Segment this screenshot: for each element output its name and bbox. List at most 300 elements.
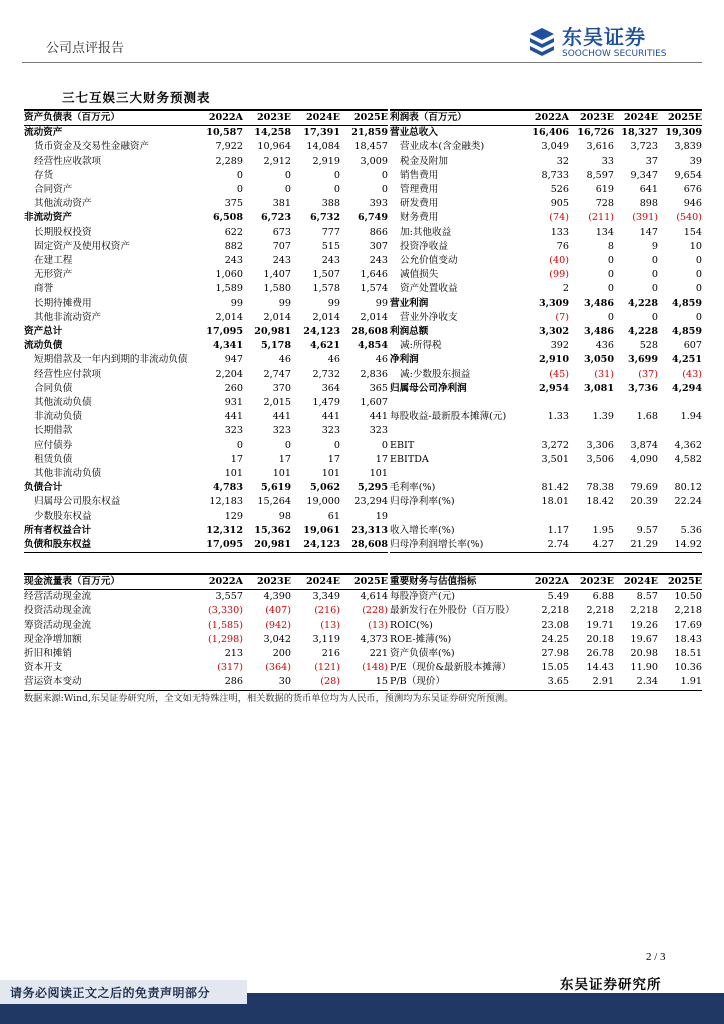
row-value: 23,294 [354, 496, 388, 508]
cash-flow-table [24, 573, 388, 691]
row-value: 323 [272, 425, 291, 437]
row-value: 364 [321, 382, 340, 394]
table-row [24, 254, 388, 268]
table-row [24, 282, 388, 296]
table-row [390, 325, 702, 339]
row-value: 21,859 [351, 127, 388, 139]
row-label [390, 510, 524, 524]
row-value: 1,607 [360, 397, 388, 409]
row-value: 528 [639, 340, 658, 352]
row-value: 2,015 [263, 397, 291, 409]
row-value: 441 [369, 411, 388, 423]
row-value: 641 [639, 184, 658, 196]
row-value: 78.38 [586, 482, 614, 494]
row-value: 0 [284, 439, 291, 451]
row-value: 3,486 [583, 326, 614, 338]
table-row [24, 538, 388, 553]
row-value: 243 [224, 255, 243, 267]
row-label: 在建工程 [34, 255, 73, 267]
row-label: 研发费用 [400, 198, 439, 210]
row-value: 19,061 [303, 524, 340, 536]
row-value: 1.94 [680, 411, 702, 423]
row-value: 18.43 [674, 633, 702, 645]
table-row [390, 524, 702, 538]
table-row [390, 226, 702, 240]
row-label: 资产处置收益 [400, 283, 458, 295]
row-label: ROIC(%) [390, 619, 433, 631]
row-value: (13) [368, 619, 388, 631]
row-value: (942) [265, 619, 291, 631]
table-row [390, 183, 702, 197]
row-value: 0 [695, 283, 702, 295]
row-value: 10,964 [257, 141, 291, 153]
row-value: 0 [381, 439, 388, 451]
row-label: 经营性应收款项 [34, 155, 102, 167]
row-value: 76 [556, 240, 569, 252]
row-value [524, 510, 569, 524]
row-value: 323 [321, 425, 340, 437]
row-label: 最新发行在外股份（百万股） [390, 605, 515, 617]
income-statement-table [390, 109, 702, 553]
row-value: 243 [321, 255, 340, 267]
row-label: 短期借款及一年内到期的非流动负债 [34, 354, 188, 366]
row-value: 0 [695, 255, 702, 267]
row-value: 6,732 [309, 212, 340, 224]
disclaimer-box [0, 980, 247, 1004]
row-label: 每股收益-最新股本摊薄(元) [390, 411, 507, 423]
row-value: (13) [320, 619, 340, 631]
row-value: 15,264 [257, 496, 291, 508]
row-value: 2,747 [263, 368, 291, 380]
row-value: 5,619 [260, 482, 291, 494]
row-value: 6.88 [592, 591, 614, 603]
row-value: 1.33 [547, 411, 569, 423]
row-label: 流动负债 [24, 340, 63, 352]
row-value: 37 [645, 155, 658, 167]
row-value: 5,295 [357, 482, 388, 494]
row-value: 24.25 [541, 633, 569, 645]
row-value: 23.08 [541, 619, 569, 631]
row-label [390, 396, 524, 410]
row-value: (121) [314, 662, 340, 674]
row-value: 3,302 [538, 326, 569, 338]
row-value: 0 [284, 169, 291, 181]
row-value: 0 [607, 283, 614, 295]
row-value: 370 [272, 382, 291, 394]
row-value: (74) [549, 212, 569, 224]
row-value: 5.36 [680, 524, 702, 536]
row-value: 10,587 [206, 127, 243, 139]
row-value: 14,258 [254, 127, 291, 139]
row-value: 23,313 [351, 524, 388, 536]
row-value: (43) [682, 368, 702, 380]
table-row [24, 424, 388, 438]
table-row [24, 524, 388, 538]
row-value: 19,309 [665, 127, 702, 139]
row-label: 税金及附加 [400, 155, 448, 167]
table-row [390, 410, 702, 424]
balance-sheet-table [24, 109, 388, 553]
row-value: 0 [381, 169, 388, 181]
row-value: 4,582 [674, 453, 702, 465]
row-label: 每股净资产(元) [390, 591, 456, 603]
table-row [390, 211, 702, 225]
row-label: 公允价值变动 [400, 255, 458, 267]
table-row [24, 396, 388, 410]
row-value: 2,014 [360, 311, 388, 323]
row-value: 17 [278, 453, 291, 465]
row-value: 3,874 [630, 439, 658, 451]
row-value: 2,919 [312, 155, 340, 167]
row-value: 20,981 [243, 538, 291, 553]
row-value: 1,479 [312, 397, 340, 409]
row-value: 2.74 [524, 538, 569, 553]
table-row [24, 633, 388, 647]
table-row [390, 353, 702, 367]
row-label: 收入增长率(%) [390, 524, 455, 536]
table-row [24, 339, 388, 353]
table-row [390, 396, 702, 410]
row-label: 长期借款 [34, 425, 73, 437]
table-header-row [390, 574, 702, 590]
row-value: 46 [278, 354, 291, 366]
table-header-label: 重要财务与估值指标 [390, 574, 524, 590]
row-value [658, 510, 702, 524]
row-label: 归母净利润增长率(%) [390, 538, 524, 553]
table-row [390, 604, 702, 618]
row-value: 728 [595, 198, 614, 210]
row-value: 21.29 [614, 538, 658, 553]
row-value: 0 [284, 184, 291, 196]
row-value: 8 [607, 240, 614, 252]
row-value: (148) [362, 662, 388, 674]
table-row [390, 140, 702, 154]
row-value [524, 467, 569, 481]
row-label: 负债和股东权益 [24, 538, 198, 553]
row-value: 1.17 [547, 524, 569, 536]
row-value: 9 [651, 240, 658, 252]
row-value: 6,723 [260, 212, 291, 224]
row-value: 101 [321, 468, 340, 480]
source-note: 数据来源:Wind,东吴证券研究所，全文如无特殊注明，相关数据的货币单位均为人民币，预测均为东吴证券研究所预测。 [24, 693, 514, 704]
table-row [390, 538, 702, 553]
row-value: 1,578 [312, 283, 340, 295]
row-label: 其他非流动资产 [34, 311, 102, 323]
row-value: 1.39 [592, 411, 614, 423]
year-header: 2024E [614, 574, 658, 590]
row-value: 221 [369, 648, 388, 660]
row-value: 0 [333, 439, 340, 451]
row-label: P/B（现价） [390, 675, 524, 690]
row-value: 28,608 [340, 538, 388, 553]
table-row [390, 424, 702, 438]
table-row [24, 140, 388, 154]
row-label: 租赁负债 [34, 453, 73, 465]
row-label: ROE-摊薄(%) [390, 633, 452, 645]
table-row [390, 282, 702, 296]
row-label: 长期待摊费用 [34, 297, 92, 309]
logo-english-name: SOOCHOW SECURITIES [562, 49, 667, 59]
row-label: 投资净收益 [400, 240, 448, 252]
row-value: 2,836 [360, 368, 388, 380]
table-row [390, 619, 702, 633]
row-value: 18,327 [621, 127, 658, 139]
row-value: 0 [236, 439, 243, 451]
soochow-logo-icon [528, 26, 556, 56]
row-value: 3,119 [312, 633, 340, 645]
row-value: 16,726 [577, 127, 614, 139]
row-value: 81.42 [541, 482, 569, 494]
row-value: 26.78 [586, 648, 614, 660]
row-label: 归母净利率(%) [390, 496, 455, 508]
row-value: 866 [369, 226, 388, 238]
row-value: 0 [607, 311, 614, 323]
row-value: 2.34 [614, 675, 658, 690]
logo-chinese-name: 东吴证券 [562, 25, 646, 49]
table-row [24, 240, 388, 254]
row-value: 1,407 [263, 269, 291, 281]
row-value: 19.67 [630, 633, 658, 645]
row-value: 673 [272, 226, 291, 238]
row-value: 19.71 [586, 619, 614, 631]
row-value: 0 [333, 169, 340, 181]
row-value: 20,981 [254, 326, 291, 338]
row-value: 18.01 [541, 496, 569, 508]
table-row [390, 675, 702, 690]
row-value: 4,228 [627, 297, 658, 309]
row-value: 2,218 [674, 605, 702, 617]
row-value: (216) [314, 605, 340, 617]
row-value [614, 424, 658, 438]
row-value: 3,506 [586, 453, 614, 465]
row-value: 101 [224, 468, 243, 480]
row-value: 19 [375, 510, 388, 522]
row-value: 17 [375, 453, 388, 465]
row-value: 0 [333, 184, 340, 196]
row-value: 4,390 [263, 591, 291, 603]
row-value: 3,723 [630, 141, 658, 153]
row-label: 减值损失 [400, 269, 439, 281]
row-value: 15,362 [254, 524, 291, 536]
row-value: 381 [272, 198, 291, 210]
row-value: 16,406 [532, 127, 569, 139]
row-value: 441 [224, 411, 243, 423]
row-label: 负债合计 [24, 482, 63, 494]
row-value: 4,854 [357, 340, 388, 352]
row-value: 8,733 [541, 169, 569, 181]
table-row [390, 268, 702, 282]
year-header: 2025E [340, 574, 388, 590]
row-label: 所有者权益合计 [24, 524, 92, 536]
row-value: 3,009 [360, 155, 388, 167]
row-label: 其他流动资产 [34, 198, 92, 210]
row-value: 4,621 [309, 340, 340, 352]
row-value: 2,014 [263, 311, 291, 323]
table-row [390, 240, 702, 254]
row-value: 133 [550, 226, 569, 238]
row-value: 17 [230, 453, 243, 465]
table-row [24, 510, 388, 524]
year-header: 2023E [569, 574, 614, 590]
row-value: 4,614 [360, 591, 388, 603]
table-row [24, 453, 388, 467]
row-value: 17,095 [206, 326, 243, 338]
row-value: 375 [224, 198, 243, 210]
row-label: 折旧和摊销 [24, 648, 72, 660]
row-value: 1.68 [636, 411, 658, 423]
row-label: 营业利润 [390, 297, 429, 309]
row-value: (1,298) [208, 633, 243, 645]
table-row [390, 633, 702, 647]
row-value: 0 [381, 184, 388, 196]
row-value: 3,557 [215, 591, 243, 603]
table-row [390, 647, 702, 661]
row-label: 经营活动现金流 [24, 591, 92, 603]
table-row [390, 439, 702, 453]
row-value: 9,654 [674, 169, 702, 181]
row-value: 1,589 [215, 283, 243, 295]
table-row [24, 211, 388, 225]
row-value: 22.24 [674, 496, 702, 508]
year-header: 2025E [340, 110, 388, 126]
table-row [24, 382, 388, 396]
row-value: 1.91 [658, 675, 702, 690]
soochow-logo [528, 26, 678, 60]
row-label: 无形资产 [34, 269, 73, 281]
row-value: 946 [683, 198, 702, 210]
row-value: 5.49 [547, 591, 569, 603]
row-value: 20.39 [630, 496, 658, 508]
row-label: 管理费用 [400, 184, 439, 196]
row-value: 2,910 [538, 354, 569, 366]
row-value: 6,749 [357, 212, 388, 224]
row-value: 1,507 [312, 269, 340, 281]
row-value: 3,042 [263, 633, 291, 645]
row-value: 777 [321, 226, 340, 238]
row-value: 134 [595, 226, 614, 238]
row-value [614, 396, 658, 410]
table-row [24, 311, 388, 325]
year-header: 2024E [614, 110, 658, 126]
row-value: 323 [224, 425, 243, 437]
row-value: 4,859 [671, 297, 702, 309]
disclaimer-text: 请务必阅读正文之后的免责声明部分 [10, 986, 211, 1000]
row-value: 101 [272, 468, 291, 480]
row-value: 33 [601, 155, 614, 167]
row-label: 归属母公司股东权益 [34, 496, 121, 508]
row-value: 1,060 [215, 269, 243, 281]
row-value: 0 [236, 169, 243, 181]
row-value [569, 467, 614, 481]
row-value: 18.51 [674, 648, 702, 660]
table-row [24, 661, 388, 675]
year-header: 2023E [243, 110, 291, 126]
row-value: 20.98 [630, 648, 658, 660]
row-label: 销售费用 [400, 169, 439, 181]
row-value: 27.98 [541, 648, 569, 660]
row-value: 12,183 [209, 496, 243, 508]
row-value: 8,597 [586, 169, 614, 181]
row-value: 14.92 [658, 538, 702, 553]
row-value: 99 [230, 297, 243, 309]
row-value: (45) [549, 368, 569, 380]
row-label: 归属母公司净利润 [390, 382, 467, 394]
row-value: 154 [683, 226, 702, 238]
row-value: 17,391 [303, 127, 340, 139]
year-header: 2024E [291, 574, 340, 590]
row-value: 4,341 [212, 340, 243, 352]
row-label: EBIT [390, 439, 415, 451]
row-value: 4,783 [212, 482, 243, 494]
table-row [390, 126, 702, 141]
year-header: 2022A [524, 110, 569, 126]
row-label: 存货 [34, 169, 54, 181]
row-value: 286 [198, 675, 243, 690]
row-value: 323 [369, 425, 388, 437]
row-label: P/E（现价&最新股本摊薄） [390, 662, 512, 674]
row-label: 经营性应付款项 [34, 368, 102, 380]
row-label [390, 424, 524, 438]
row-label: 应付债券 [34, 439, 73, 451]
row-value: (99) [549, 269, 569, 281]
row-value: 3,050 [583, 354, 614, 366]
row-value: 17.69 [674, 619, 702, 631]
year-header: 2023E [569, 110, 614, 126]
table-row [390, 467, 702, 481]
row-value: 392 [550, 340, 569, 352]
row-value: 17 [327, 453, 340, 465]
row-value: 61 [327, 510, 340, 522]
row-value: 15.05 [541, 662, 569, 674]
row-value [658, 396, 702, 410]
row-value: 3,486 [583, 297, 614, 309]
row-label: 营运资本变动 [24, 675, 198, 690]
row-label: 长期股权投资 [34, 226, 92, 238]
row-value: 4,251 [671, 354, 702, 366]
row-value: 14,084 [306, 141, 340, 153]
row-label: 固定资产及使用权资产 [34, 240, 130, 252]
table-row [24, 169, 388, 183]
row-label: 货币资金及交易性金融资产 [34, 141, 150, 153]
row-value: 260 [224, 382, 243, 394]
year-header: 2022A [524, 574, 569, 590]
row-value: 2,289 [215, 155, 243, 167]
row-value: 3,699 [627, 354, 658, 366]
page-number: 2 / 3 [646, 951, 666, 963]
row-value: 20.18 [586, 633, 614, 645]
table-header-row [390, 110, 702, 126]
table-row [24, 467, 388, 481]
row-value: 436 [595, 340, 614, 352]
row-label [390, 467, 524, 481]
row-value: 10.36 [674, 662, 702, 674]
row-value: 19,000 [306, 496, 340, 508]
row-value: 905 [550, 198, 569, 210]
row-value: 0 [695, 311, 702, 323]
row-value: 6,508 [212, 212, 243, 224]
row-value: (7) [555, 311, 569, 323]
row-value: 0 [651, 283, 658, 295]
row-value: 2,014 [312, 311, 340, 323]
row-value: (407) [265, 605, 291, 617]
row-value: 676 [683, 184, 702, 196]
row-value: 17,095 [198, 538, 243, 553]
row-label: 加:其他收益 [400, 226, 452, 238]
row-label: 其他非流动负债 [34, 468, 102, 480]
row-value [658, 424, 702, 438]
row-value: 2 [562, 283, 569, 295]
row-label: 其他流动负债 [34, 397, 92, 409]
